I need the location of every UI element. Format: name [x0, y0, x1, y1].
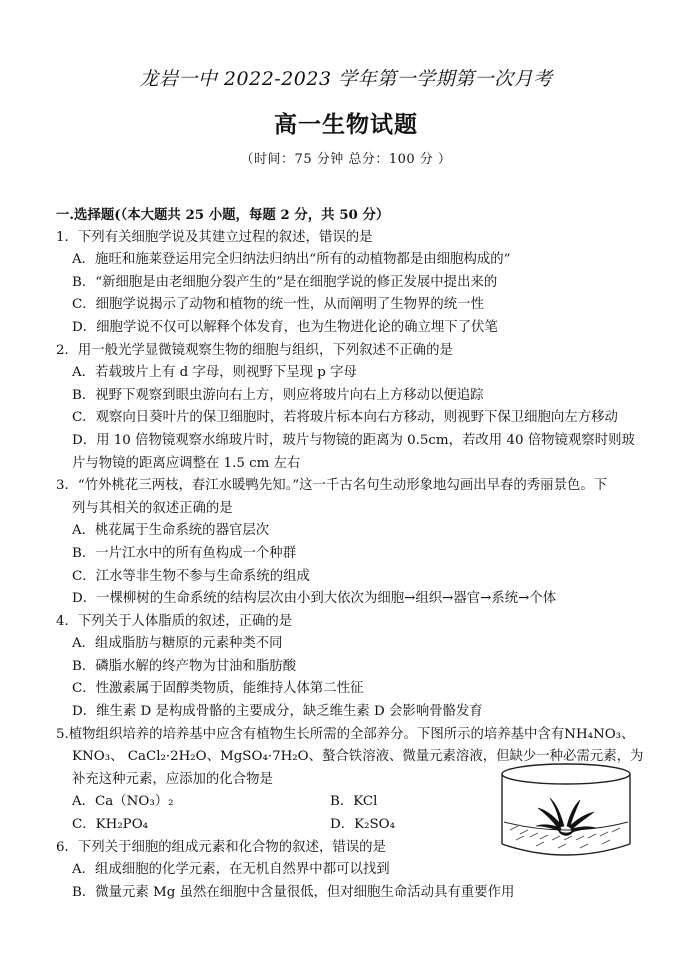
q2-stem: 2．用一般光学显微镜观察生物的细胞与组织，下列叙述不正确的是 [56, 342, 453, 358]
q1-option-b: B．“新细胞是由老细胞分裂产生的”是在细胞学说的修正发展中提出来的 [72, 274, 498, 290]
q3-option-a: A．桃花属于生命系统的器官层次 [72, 523, 270, 539]
dish-rim [502, 764, 630, 784]
q2-option-b: B．视野下观察到眼虫游向右上方，则应将玻片向右上方移动以便追踪 [72, 387, 484, 403]
q5-stem-continued-1: KNO₃、 CaCl₂·2H₂O、MgSO₄·7H₂O、螯合铁溶液、微量元素溶液，但缺少一种必需元素，为 [72, 749, 644, 765]
q5-stem: 5.植物组织培养的培养基中应含有植物生长所需的全部养分。下图所示的培养基中含有NH₄NO₃、 [56, 726, 635, 742]
section-heading: 一.选择题(（本大题共 25 小题，每题 2 分，共 50 分） [56, 207, 390, 223]
q6-stem: 6．下列关于细胞的组成元素和化合物的叙述，错误的是 [56, 839, 386, 855]
q1-option-c: C．细胞学说揭示了动物和植物的统一性，从而阐明了生物界的统一性 [72, 297, 484, 313]
q3-option-c: C．江水等非生物不参与生命系统的组成 [72, 568, 310, 584]
q3-option-d: D．一棵柳树的生命系统的结构层次由小到大依次为细胞→组织→器官→系统→个体 [72, 591, 557, 607]
exam-info: （时间：75 分钟 总分：100 分 ） [240, 152, 452, 167]
q6-option-b: B．微量元素 Mg 虽然在细胞中含量很低，但对细胞生命活动具有重要作用 [72, 884, 515, 900]
medium-hatching [510, 826, 620, 848]
q5-option-c: C．KH₂PO₄ [72, 817, 149, 833]
q4-stem: 4．下列关于人体脂质的叙述，正确的是 [56, 613, 293, 629]
q4-option-c: C．性激素属于固醇类物质，能维持人体第二性征 [72, 681, 364, 697]
q2-option-d: D．用 10 倍物镜观察水绵玻片时，玻片与物镜的距离为 0.5cm，若改用 40 倍物镜观察时则玻 [72, 432, 635, 448]
q3-option-b: B．一片江水中的所有鱼构成一个种群 [72, 545, 297, 561]
q1-option-a: A．施旺和施莱登运用完全归纳法归纳出“所有的动植物都是由细胞构成的” [72, 252, 511, 268]
q6-option-a: A．组成细胞的化学元素，在无机自然界中都可以找到 [72, 862, 390, 878]
q4-option-a: A．组成脂肪与糖原的元素种类不同 [72, 636, 283, 652]
q2-option-d-continued: 片与物镜的距离应调整在 1.5 cm 左右 [72, 455, 301, 471]
subject-title: 高一生物试题 [274, 111, 418, 138]
q5-option-d: D．K₂SO₄ [330, 817, 396, 833]
q3-stem-continued: 列与其相关的叙述正确的是 [72, 500, 233, 516]
q5-option-b: B．KCl [330, 794, 378, 810]
q2-option-c: C．观察向日葵叶片的保卫细胞时，若将玻片标本向右方移动，则视野下保卫细胞向左方移动 [72, 410, 618, 426]
q4-option-b: B．磷脂水解的终产物为甘油和脂肪酸 [72, 658, 297, 674]
q4-option-d: D．维生素 D 是构成骨骼的主要成分，缺乏维生素 D 会影响骨骼发育 [72, 704, 483, 720]
exam-title: 龙岩一中 2022-2023 学年第一学期第一次月考 [139, 68, 553, 90]
q1-stem: 1．下列有关细胞学说及其建立过程的叙述，错误的是 [56, 229, 373, 245]
medium-surface [504, 822, 628, 830]
q1-option-d: D．细胞学说不仅可以解释个体发育，也为生物进化论的确立埋下了伏笔 [72, 319, 498, 335]
q3-stem: 3．“竹外桃花三两枝，春江水暖鸭先知。”这一千古名句生动形象地勾画出早春的秀丽景色。下 [56, 478, 608, 494]
q2-option-a: A．若载玻片上有 d 字母，则视野下呈现 p 字母 [72, 365, 357, 381]
dish-bottom [502, 844, 630, 855]
culture-dish-figure [496, 760, 636, 860]
q5-option-a: A．Ca（NO₃）₂ [72, 794, 174, 810]
q5-stem-continued-2: 补充这种元素，应添加的化合物是 [72, 771, 273, 787]
